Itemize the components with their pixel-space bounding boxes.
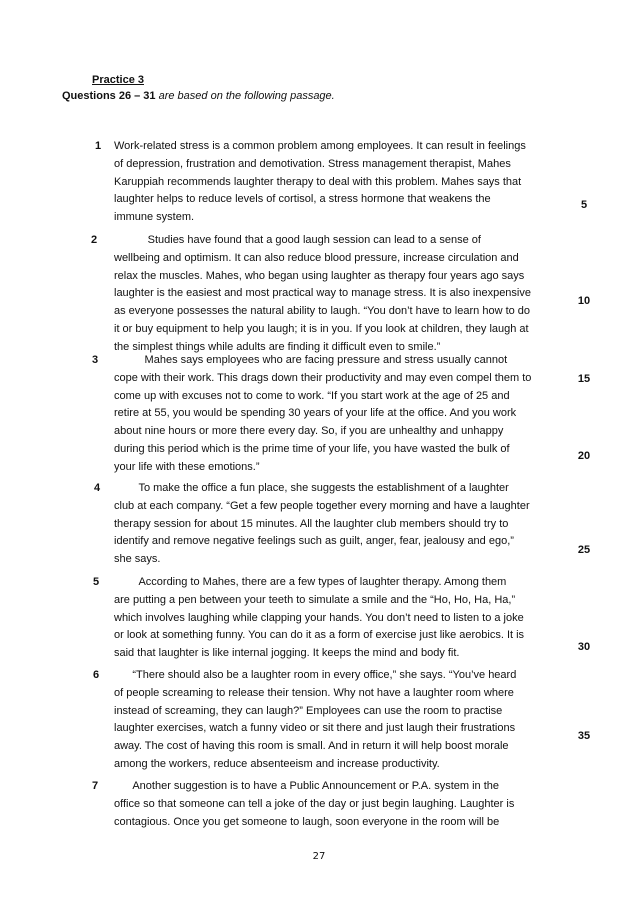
line-marker-25: 25 <box>577 544 591 556</box>
paragraph-line: laughter is the easiest and most practical way to manage stress. It is also inexpensive <box>114 287 531 300</box>
paragraph-number-4: 4 <box>94 482 101 494</box>
paragraph-1 <box>114 138 566 227</box>
line-marker-30: 30 <box>577 641 591 653</box>
paragraph-number-5: 5 <box>93 576 100 588</box>
paragraph-line: away. The cost of having this room is small. And in return it will help boost morale <box>114 740 509 753</box>
paragraph-7 <box>114 778 566 831</box>
paragraph-line: laughter helps to reduce levels of cortisol, a stress hormone that weakens the <box>114 193 491 206</box>
practice-title: Practice 3 <box>92 74 144 86</box>
paragraph-line: about nine hours or more there every day. So, if you are unhealthy and unhappy <box>114 425 504 438</box>
paragraph-line: Studies have found that a good laugh session can lead to a sense of <box>114 234 481 246</box>
questions-note: are based on the following passage. <box>155 90 335 102</box>
paragraph-3 <box>114 352 566 477</box>
paragraph-line: which involves laughing while clapping your hands. You don’t need to listen to a joke <box>114 611 524 624</box>
paragraph-number-6: 6 <box>93 669 100 681</box>
questions-range: Questions 26 – 31 <box>62 90 156 102</box>
paragraph-number-3: 3 <box>92 354 99 366</box>
paragraph-6 <box>114 667 566 774</box>
line-marker-5: 5 <box>580 199 588 211</box>
paragraph-number-1: 1 <box>95 140 102 152</box>
line-marker-10: 10 <box>577 295 591 307</box>
questions-instruction <box>62 90 335 102</box>
paragraph-4 <box>114 480 566 569</box>
paragraph-line: Work-related stress is a common problem among employees. It can result in feelings <box>114 140 526 152</box>
paragraph-line: during this period which is the prime time of your life, you have wasted the bulk of <box>114 442 510 455</box>
paragraph-line: club at each company. “Get a few people together every morning and have a laughter <box>114 499 530 512</box>
paragraph-line: Karuppiah recommends laughter therapy to deal with this problem. Mahes says that <box>114 175 522 188</box>
paragraph-line: said that laughter is like internal jogging. It keeps the mind and body fit. <box>114 647 460 660</box>
paragraph-line: To make the office a fun place, she suggests the establishment of a laughter <box>114 482 509 494</box>
paragraph-number-2: 2 <box>91 234 98 246</box>
paragraph-line: your life with these emotions.” <box>114 460 260 473</box>
paragraph-line: contagious. Once you get someone to laugh, soon everyone in the room will be <box>114 815 500 828</box>
paragraph-5 <box>114 574 566 663</box>
paragraph-line: she says. <box>114 553 161 566</box>
line-marker-15: 15 <box>577 373 591 385</box>
paragraph-line: identify and remove negative feelings such as guilt, anger, fear, jealousy and ego,” <box>114 535 514 548</box>
paragraph-line: immune system. <box>114 211 195 224</box>
paragraph-line: of people screaming to release their tension. Why not have a laughter room where <box>114 686 514 699</box>
paragraph-line: as everyone possesses the natural ability to laugh. “You don’t have to learn how to do <box>114 305 531 318</box>
paragraph-line: among the workers, reduce absenteeism and increase productivity. <box>114 757 440 770</box>
paragraph-line: the simplest things while adults are finding it difficult even to smile.” <box>114 340 441 353</box>
paragraph-line: or look at something funny. You can do it as a form of exercise just like aerobics. It is <box>114 629 525 642</box>
paragraph-line: laughter exercises, watch a funny video or sit there and just laugh their frustrations <box>114 722 516 735</box>
paragraph-line: it or buy equipment to help you laugh; it is in you. If you look at children, they laugh at <box>114 322 529 335</box>
paragraph-line: wellbeing and optimism. It can also reduce blood pressure, increase circulation and <box>114 251 519 264</box>
paragraph-line: office so that someone can tell a joke of the day or just begin laughing. Laughter is <box>114 797 515 810</box>
paragraph-number-7: 7 <box>92 780 99 792</box>
paragraph-line: Another suggestion is to have a Public Announcement or P.A. system in the <box>114 780 500 792</box>
page-number: 27 <box>312 851 326 862</box>
paragraph-line: of depression, frustration and demotivation. Stress management therapist, Mahes <box>114 157 511 170</box>
paragraph-line: therapy session for about 15 minutes. All the laughter club members should try to <box>114 517 509 530</box>
paragraph-line: Mahes says employees who are facing pressure and stress usually cannot <box>114 354 508 366</box>
paragraph-line: cope with their work. This drags down their productivity and may even compel them to <box>114 371 532 384</box>
paragraph-line: relax the muscles. Mahes, who began using laughter as therapy four years ago says <box>114 269 525 282</box>
paragraph-line: According to Mahes, there are a few types of laughter therapy. Among them <box>114 576 507 588</box>
line-marker-20: 20 <box>577 450 591 462</box>
paragraph-line: “There should also be a laughter room in every office,” she says. “You’ve heard <box>114 669 517 681</box>
paragraph-line: retire at 55, you would be spending 30 years of your life at the office. And you work <box>114 407 517 420</box>
line-marker-35: 35 <box>577 730 591 742</box>
paragraph-line: are putting a pen between your teeth to simulate a smile and the “Ho, Ho, Ha, Ha,” <box>114 593 516 606</box>
paragraph-line: instead of screaming, they can laugh?” Employees can use the room to practise <box>114 704 503 717</box>
paragraph-2 <box>114 232 566 357</box>
paragraph-line: come up with excuses not to come to work. “If you start work at the age of 25 and <box>114 389 510 402</box>
